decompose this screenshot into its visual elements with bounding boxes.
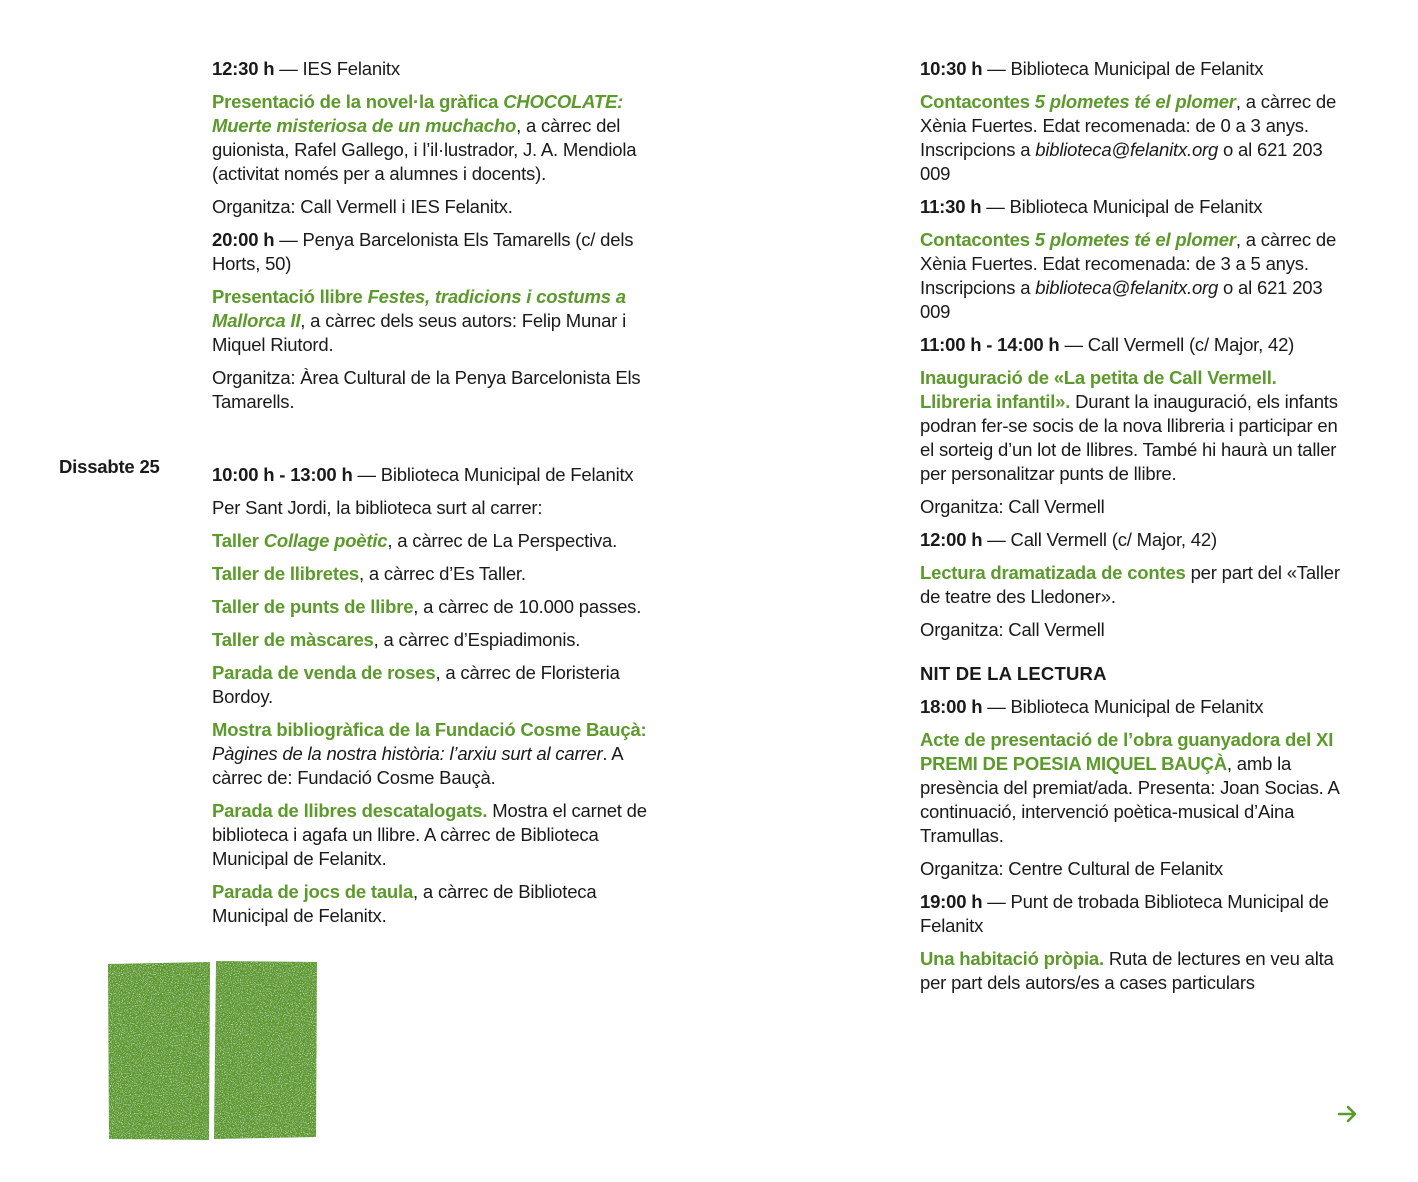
time: 18:00 h <box>920 696 983 717</box>
event-title: Contacontes <box>920 229 1035 250</box>
workshop-title: Collage poètic <box>263 530 388 551</box>
separator: — <box>274 58 303 79</box>
event-description <box>212 661 657 709</box>
separator: — <box>352 464 381 485</box>
book-title: 5 plometes té el plomer <box>1034 91 1236 112</box>
event-description <box>212 799 657 871</box>
separator: — <box>982 696 1011 717</box>
separator: — <box>981 196 1010 217</box>
event-title: Presentació de la novel·la gràfica <box>212 91 504 112</box>
event-description <box>920 228 1350 324</box>
event-title: Lectura dramatizada de contes <box>920 562 1186 583</box>
book-title: CHOCOLATE: Muerte misteriosa de un muchacho <box>212 91 624 136</box>
event-text: . A càrrec de: Fundació Cosme Bauçà. <box>212 743 623 788</box>
green-blocks-logo <box>107 960 319 1142</box>
event-text: , a càrrec del guionista, Rafel Gallego, i l’il·lustrador, J. A. Mendiola (activitat només per a alumnes i docents). <box>212 115 637 184</box>
time-entry <box>212 463 657 487</box>
event-title: Taller de punts de llibre <box>212 596 414 617</box>
arrow-right-icon[interactable] <box>1336 1102 1360 1126</box>
event-text: , a càrrec de Xènia Fuertes. Edat recomenada: de 0 a 3 anys. Inscripcions a <box>920 91 1337 160</box>
location: Punt de trobada Biblioteca Municipal de Felanitx <box>920 891 1329 936</box>
email-address: biblioteca@felanitx.org <box>1035 139 1219 160</box>
event-title: Acte de presentació de l’obra guanyadora del XI PREMI DE POESIA MIQUEL BAUÇÀ <box>920 729 1334 774</box>
separator: — <box>274 229 303 250</box>
location: Penya Barcelonista Els Tamarells (c/ dels Horts, 50) <box>212 229 634 274</box>
right-block <box>214 961 317 1139</box>
event-text: , a càrrec dels seus autors: Felip Munar i Miquel Riutord. <box>212 310 627 355</box>
event-text: , a càrrec de 10.000 passes. <box>413 596 642 617</box>
left-block <box>108 962 210 1140</box>
event-text: o al 621 203 009 <box>920 277 1323 322</box>
time-entry <box>920 695 1350 719</box>
event-description <box>212 628 657 652</box>
email-address: biblioteca@felanitx.org <box>1035 277 1219 298</box>
time: 11:30 h <box>920 196 982 217</box>
time-entry <box>212 228 657 276</box>
time: 10:30 h <box>920 58 983 79</box>
event-description <box>212 285 657 357</box>
event-text: Mostra el carnet de biblioteca i agafa un llibre. A càrrec de Biblioteca Municipal de Felanitx. <box>212 800 647 869</box>
time: 12:00 h <box>920 529 983 550</box>
location: Call Vermell (c/ Major, 42) <box>1087 334 1295 355</box>
event-text: per part del «Taller de teatre des Lledoner». <box>920 562 1340 607</box>
location: Biblioteca Municipal de Felanitx <box>1009 196 1263 217</box>
time: 19:00 h <box>920 891 983 912</box>
organizer: Organitza: Centre Cultural de Felanitx <box>920 858 1223 879</box>
time-entry <box>920 57 1350 81</box>
organizer: Organitza: Call Vermell i IES Felanitx. <box>212 196 513 217</box>
event-description <box>212 595 657 619</box>
book-title: Festes, tradicions i costums a Mallorca II <box>212 286 626 331</box>
event-text: , a càrrec d’Es Taller. <box>359 563 526 584</box>
organizer: Organitza: Àrea Cultural de la Penya Barcelonista Els Tamarells. <box>212 367 641 412</box>
event-title: Parada de jocs de taula <box>212 881 414 902</box>
organizer: Organitza: Call Vermell <box>920 619 1105 640</box>
event-text: o al 621 203 009 <box>920 139 1323 184</box>
event-title: Una habitació pròpia. <box>920 948 1104 969</box>
event-description <box>212 880 657 928</box>
separator: — <box>1059 334 1088 355</box>
time: 11:00 h - 14:00 h <box>920 334 1060 355</box>
event-text: , a càrrec de Floristeria Bordoy. <box>212 662 620 707</box>
event-title: Mostra bibliogràfica de la Fundació Cosme Bauçà: <box>212 719 647 740</box>
event-title: Taller de màscares <box>212 629 374 650</box>
time-entry <box>920 890 1350 938</box>
time: 10:00 h - 13:00 h <box>212 464 353 485</box>
day-label: Dissabte 25 <box>59 456 160 477</box>
separator: — <box>982 529 1011 550</box>
location: Call Vermell (c/ Major, 42) <box>1010 529 1217 550</box>
event-description <box>920 728 1350 848</box>
time: 20:00 h <box>212 229 275 250</box>
location: Biblioteca Municipal de Felanitx <box>380 464 634 485</box>
event-title: Parada de llibres descatalogats. <box>212 800 488 821</box>
event-title: Taller de llibretes <box>212 563 360 584</box>
exhibit-title: Pàgines de la nostra història: l’arxiu surt al carrer <box>212 743 603 764</box>
event-description <box>920 90 1350 186</box>
time-entry <box>212 57 657 81</box>
separator: — <box>982 891 1011 912</box>
event-description <box>920 366 1350 486</box>
left-column <box>212 57 657 937</box>
event-text: Durant la inauguració, els infants podran fer-se socis de la nova llibreria i participar en el sorteig d’un lot de llibres. També hi haurà un taller per personalitzar punts de llibre. <box>920 391 1338 484</box>
event-description <box>212 718 657 790</box>
location: IES Felanitx <box>302 58 400 79</box>
event-title: Presentació llibre <box>212 286 368 307</box>
section-heading: NIT DE LA LECTURA <box>920 663 1107 684</box>
organizer: Organitza: Call Vermell <box>920 496 1105 517</box>
location: Biblioteca Municipal de Felanitx <box>1010 696 1264 717</box>
time-entry <box>920 333 1350 357</box>
event-title: Inauguració de «La petita de Call Vermell. Llibreria infantil». <box>920 367 1277 412</box>
event-title: Parada de venda de roses <box>212 662 436 683</box>
book-title: 5 plometes té el plomer <box>1034 229 1236 250</box>
event-title: Taller <box>212 530 264 551</box>
event-text: , a càrrec de Biblioteca Municipal de Felanitx. <box>212 881 597 926</box>
time-entry <box>920 528 1350 552</box>
right-column <box>920 57 1350 1004</box>
event-text: Ruta de lectures en veu alta per part dels autors/es a cases particulars <box>920 948 1334 993</box>
intro-text: Per Sant Jordi, la biblioteca surt al carrer: <box>212 497 543 518</box>
event-description <box>212 562 657 586</box>
event-text: , a càrrec de La Perspectiva. <box>387 530 618 551</box>
event-description <box>920 561 1350 609</box>
event-text: , a càrrec d’Espiadimonis. <box>373 629 581 650</box>
separator: — <box>982 58 1011 79</box>
time-entry <box>920 195 1350 219</box>
event-description <box>920 947 1350 995</box>
event-title: Contacontes <box>920 91 1035 112</box>
event-text: , amb la presència del premiat/ada. Presenta: Joan Socias. A continuació, intervenció poètica-musical d’Aina Tramullas. <box>920 753 1339 846</box>
time: 12:30 h <box>212 58 275 79</box>
location: Biblioteca Municipal de Felanitx <box>1010 58 1264 79</box>
event-description <box>212 90 657 186</box>
event-text: , a càrrec de Xènia Fuertes. Edat recomenada: de 3 a 5 anys. Inscripcions a <box>920 229 1337 298</box>
event-description <box>212 529 657 553</box>
